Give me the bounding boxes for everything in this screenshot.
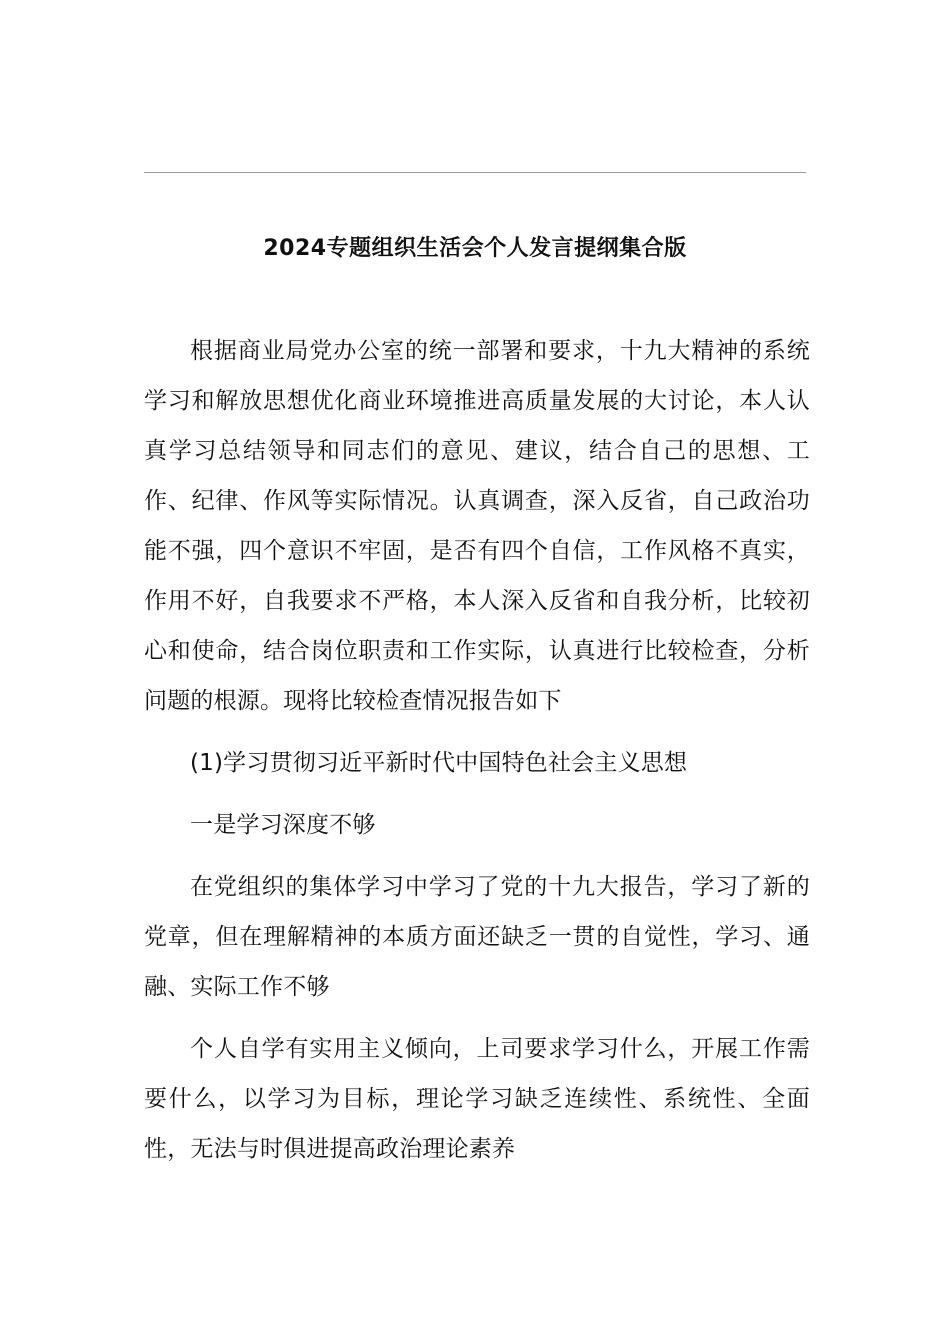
paragraph-intro: 根据商业局党办公室的统一部署和要求，十九大精神的系统学习和解放思想优化商业环境推进高质量发展的大讨论，本人认真学习总结领导和同志们的意见、建议，结合自己的思想、工作、纪律、作风等实际情况。认真调查，深入反省，自己政治功能不强，四个意识不牢固，是否有四个自信，工作风格不真实，作用不好，自我要求不严格，本人深入反省和自我分析，比较初心和使命，结合岗位职责和工作实际，认真进行比较检查，分析问题的根源。现将比较检查情况报告如下 bbox=[144, 338, 810, 714]
document-title: 2024专题组织生活会个人发言提纲集合版 bbox=[263, 236, 687, 261]
document-body bbox=[144, 326, 810, 1174]
paragraph-subheading: 一是学习深度不够 bbox=[190, 812, 376, 838]
paragraph-collective-study: 在党组织的集体学习中学习了党的十九大报告，学习了新的党章，但在理解精神的本质方面还缺乏一贯的自觉性，学习、通融、实际工作不够 bbox=[144, 874, 810, 1000]
paragraph-section-heading: (1)学习贯彻习近平新时代中国特色社会主义思想 bbox=[190, 750, 688, 776]
paragraph-self-study: 个人自学有实用主义倾向，上司要求学习什么，开展工作需要什么，以学习为目标，理论学习缺乏连续性、系统性、全面性，无法与时俱进提高政治理论素养 bbox=[144, 1036, 810, 1162]
header-rule bbox=[144, 172, 806, 173]
